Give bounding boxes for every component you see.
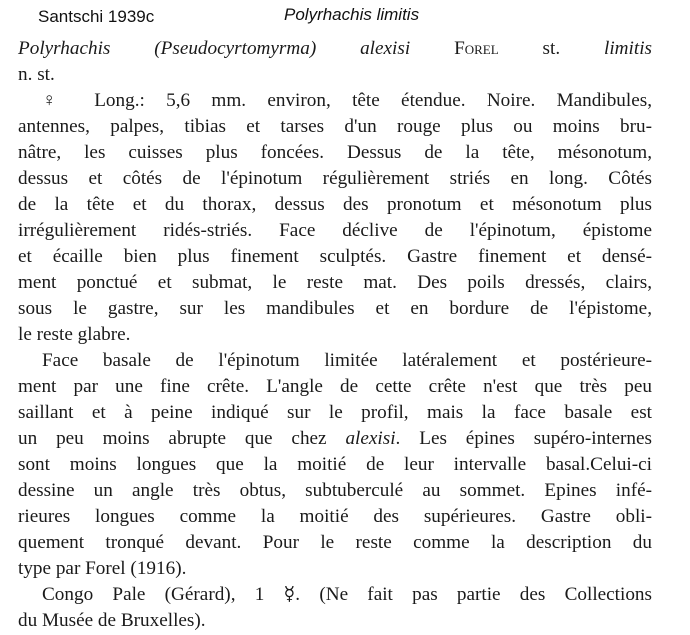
text-line: Congo Pale (Gérard), 1 ☿. (Ne fait pas partie des Collections (42, 584, 652, 605)
text-line: nâtre, les cuisses plus foncées. Dessus de la tête, mésonotum, (18, 142, 652, 163)
text-line: le reste glabre. (18, 324, 131, 345)
page-header (38, 5, 678, 29)
text-line: saillant et à peine indiqué sur le profil, mais la face basale est (18, 402, 652, 423)
text-line: et écaille bien plus finement sculptés. Gastre finement et densé- (18, 246, 652, 267)
text-line: du Musée de Bruxelles). (18, 610, 206, 631)
text-line: dessus et côtés de l'épinotum régulièrement striés en long. Côtés (18, 168, 652, 189)
text-line: type par Forel (1916). (18, 558, 187, 579)
title-line-continued: n. st. (18, 64, 55, 85)
text-line: Face basale de l'épinotum limitée latéralement et postérieure- (42, 350, 652, 371)
text-line: sous le gastre, sur les mandibules et en bordure de l'épistome, (18, 298, 652, 319)
text-line: un peu moins abrupte que chez alexisi. Les épines supéro-internes (18, 428, 652, 449)
text-line: dessine un angle très obtus, subtuberculé au sommet. Epines infé- (18, 480, 652, 501)
citation-species: Polyrhachis limitis (284, 5, 420, 24)
text-line: quement tronqué devant. Pour le reste comme la description du (18, 532, 652, 553)
text-line: antennes, palpes, tibias et tarses d'un rouge plus ou moins bru- (18, 116, 652, 137)
text-line: ment par une fine crête. L'angle de cette crête n'est que très peu (18, 376, 652, 397)
title-line: Polyrhachis (Pseudocyrtomyrma) alexisi Forel st. limitis (18, 38, 652, 59)
citation-author: Santschi 1939c (38, 7, 155, 26)
text-line: de la tête et du thorax, dessus des pronotum et mésonotum plus (18, 194, 652, 215)
text-line: rieures longues comme la moitié des supérieures. Gastre obli- (18, 506, 652, 527)
text-line: ment ponctué et submat, le reste mat. Des poils dressés, clairs, (18, 272, 652, 293)
text-line: irrégulièrement ridés-striés. Face déclive de l'épinotum, épistome (18, 220, 652, 241)
text-line: ♀ Long.: 5,6 mm. environ, tête étendue. Noire. Mandibules, (42, 90, 652, 111)
text-line: sont moins longues que la moitié de leur intervalle basal.Celui-ci (18, 454, 652, 475)
